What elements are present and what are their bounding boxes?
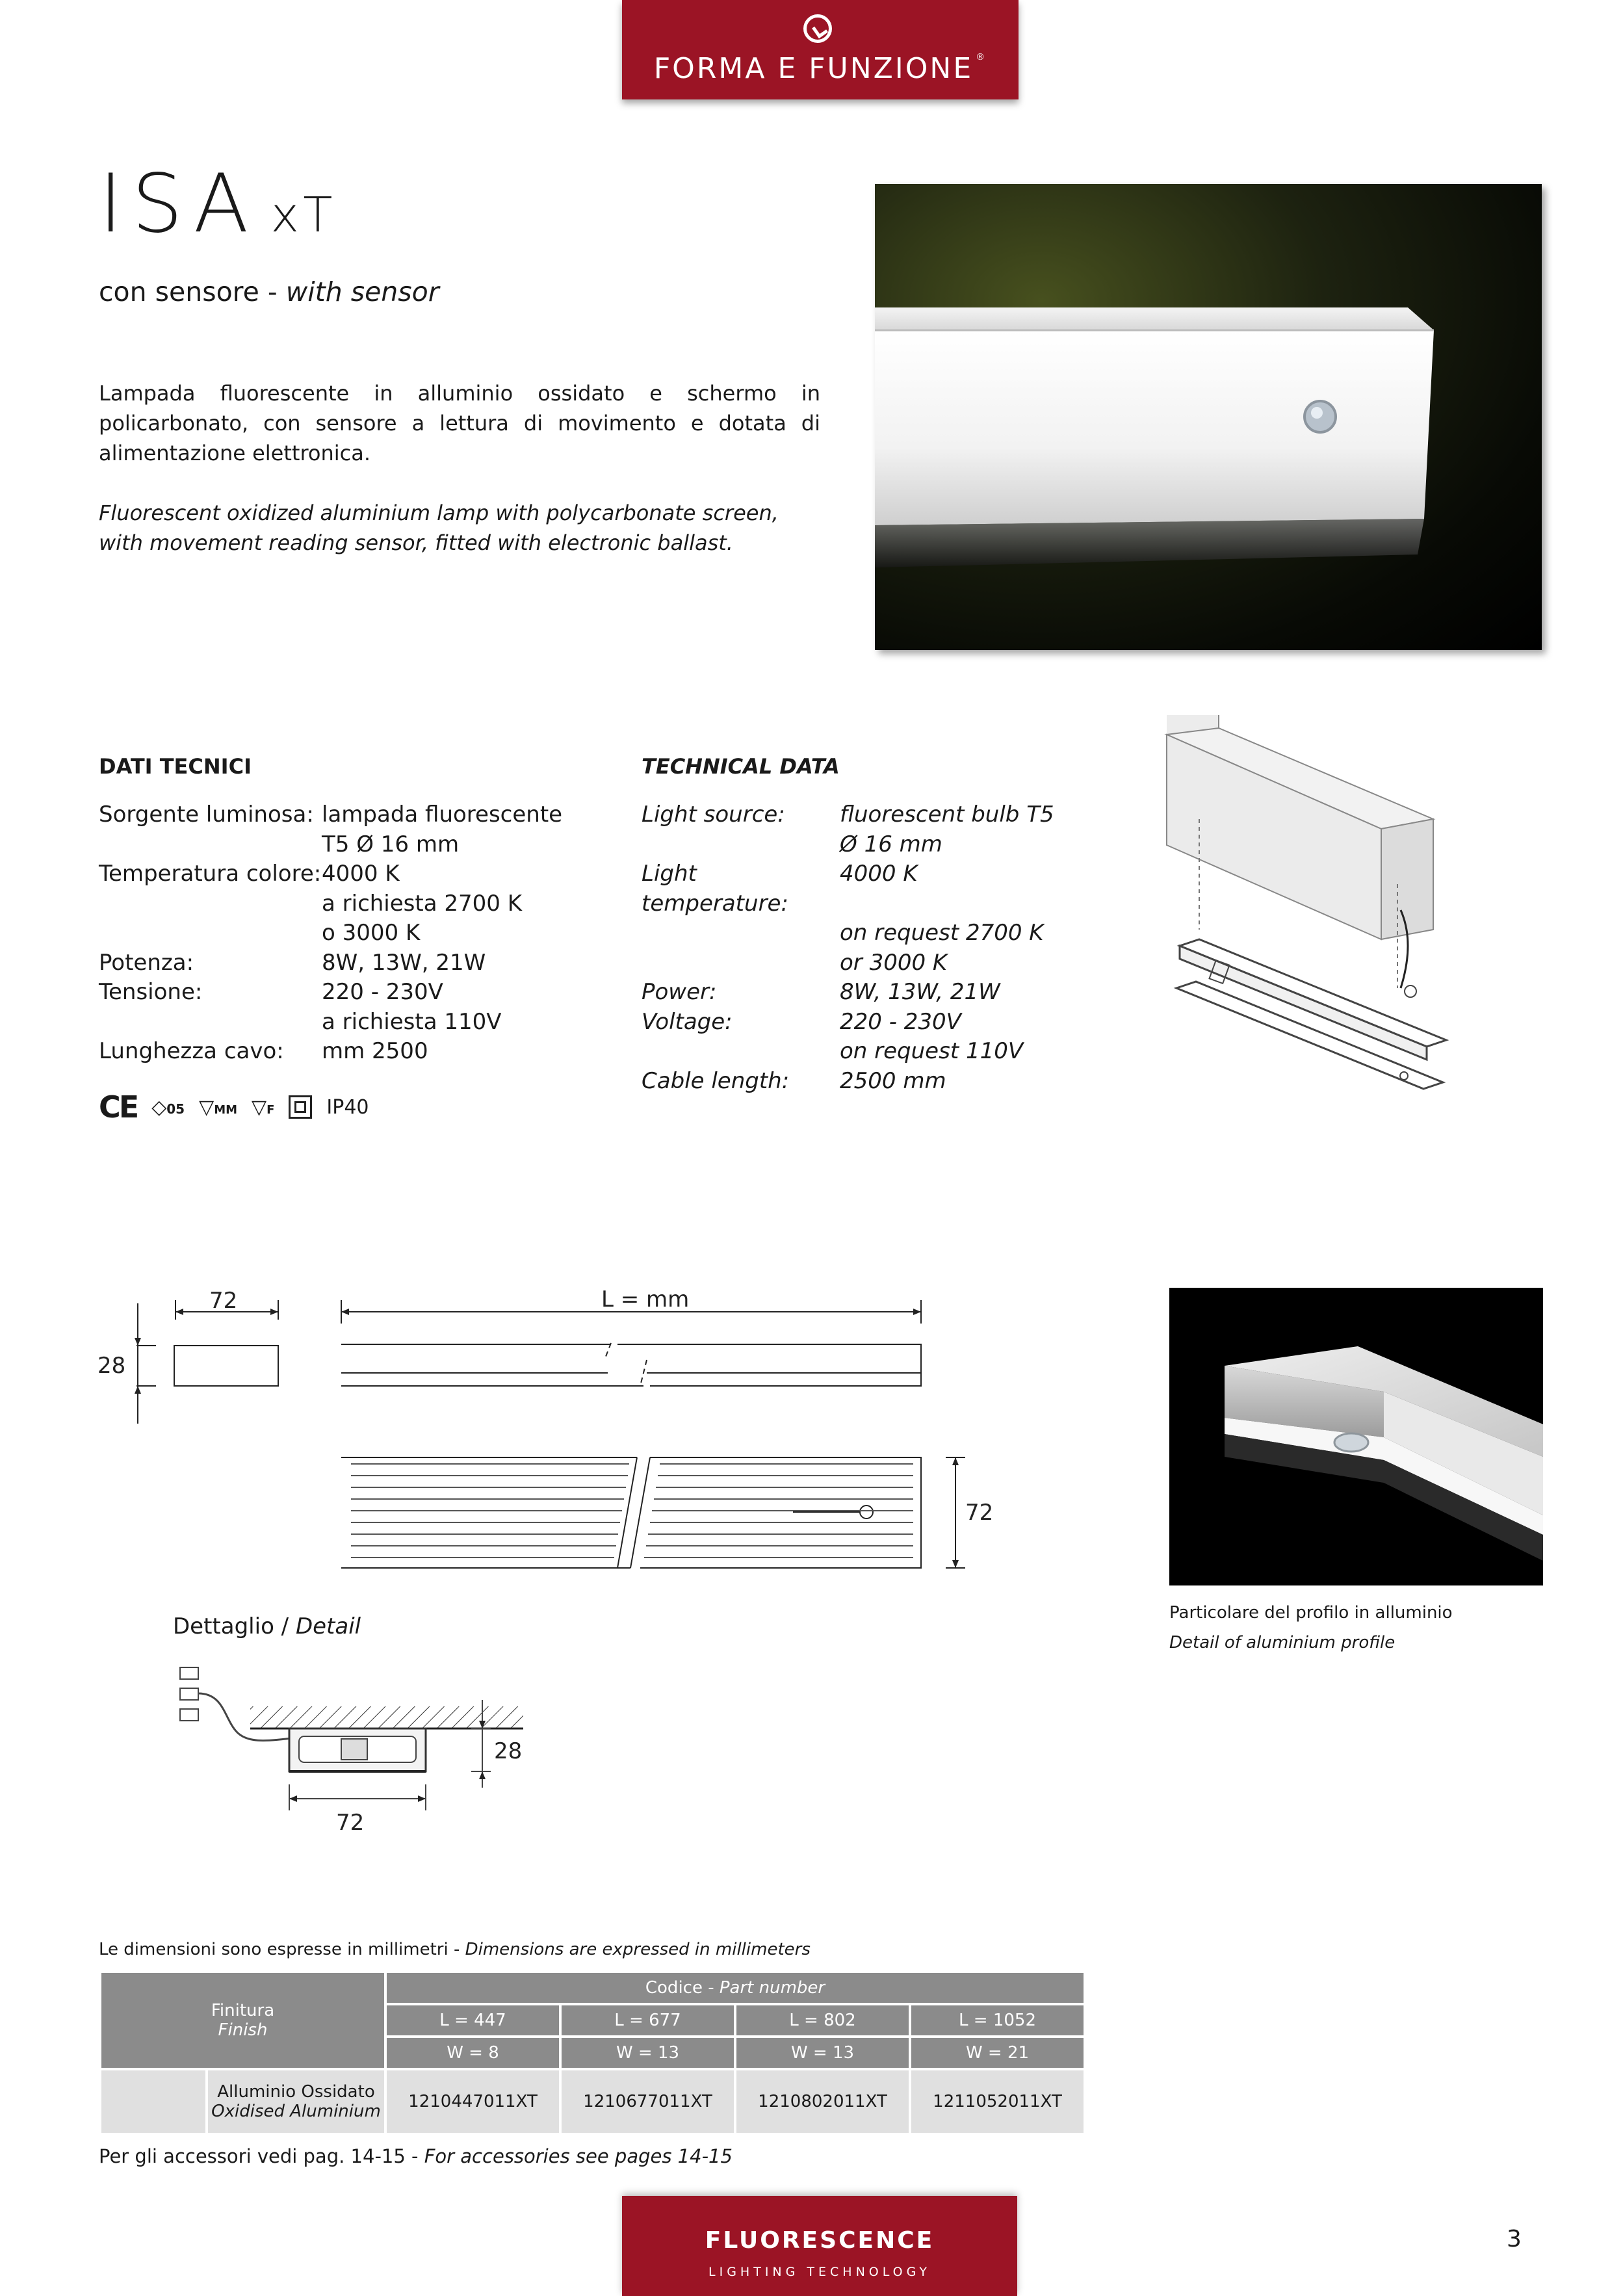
length-cell: L = 677: [562, 2005, 734, 2035]
part-number-table: [99, 1970, 1086, 2135]
length-cell: L = 802: [736, 2005, 909, 2035]
footer-category: FLUORESCENCE: [705, 2227, 935, 2254]
aluminium-finish-swatch: [101, 2070, 205, 2133]
spec-row: Lunghezza cavo: mm 2500: [99, 1038, 428, 1064]
enec-mark-icon: ◇05: [151, 1095, 185, 1119]
spec-row: Voltage: 220 - 230V: [642, 1008, 961, 1035]
part-number-header: Codice - Part number: [387, 1973, 1084, 2003]
spec-row: on request 2700 K: [840, 920, 1044, 946]
brand-logo-icon: [803, 14, 832, 43]
dimension-drawing: [91, 1286, 994, 1580]
spec-row: T5 Ø 16 mm: [322, 831, 460, 857]
profile-detail-photo: [1169, 1288, 1543, 1585]
spec-row: or 3000 K: [840, 949, 948, 976]
brand-header: [622, 0, 1019, 99]
technical-data-heading: TECHNICAL DATA: [642, 754, 840, 779]
dimensions-note: Le dimensioni sono espresse in millimetri - Dimensions are expressed in millimeters: [99, 1940, 811, 1959]
technical-data-heading: DATI TECNICI: [99, 754, 252, 779]
spec-row: on request 110V: [840, 1038, 1024, 1064]
certification-marks: [99, 1091, 369, 1123]
part-code: 1210677011XT: [562, 2070, 734, 2133]
brand-name: FORMA E FUNZIONE ®: [653, 52, 987, 85]
section-width-label: 72: [209, 1288, 238, 1314]
spec-row: a richiesta 2700 K: [322, 890, 522, 917]
description-english: Fluorescent oxidized aluminium lamp with polycarbonate screen, with movement reading sensor, fitted with electronic ballast.: [99, 501, 779, 555]
mm-mark-icon: ▽MM: [199, 1095, 238, 1119]
finish-header: Finitura Finish: [101, 1973, 384, 2068]
page-number: 3: [1507, 2226, 1522, 2252]
description-italian: Lampada fluorescente in alluminio ossidato e schermo in policarbonato, con sensore a lettura di movimento e dotata di alimentazione elettronica.: [99, 381, 820, 465]
spec-row: Light source: fluorescent bulb T5: [642, 802, 1054, 828]
detail-section-drawing: [166, 1661, 556, 1843]
watt-cell: W = 21: [911, 2038, 1084, 2068]
part-code: 1211052011XT: [911, 2070, 1084, 2133]
double-insulation-icon: [289, 1095, 312, 1119]
length-cell: L = 1052: [911, 2005, 1084, 2035]
spec-row: Ø 16 mm: [840, 831, 942, 857]
spec-row: o 3000 K: [322, 920, 421, 946]
table-row: [101, 2070, 1084, 2133]
installation-diagram: [1160, 715, 1485, 1092]
ce-mark-icon: CE: [99, 1089, 138, 1125]
spec-row: Potenza: 8W, 13W, 21W: [99, 949, 486, 976]
bottom-width-label: 72: [965, 1500, 994, 1526]
spec-row: Power: 8W, 13W, 21W: [642, 979, 1000, 1005]
footer-subtitle: LIGHTING TECHNOLOGY: [708, 2265, 931, 2279]
detail-height-label: 28: [494, 1738, 523, 1764]
part-code: 1210447011XT: [387, 2070, 559, 2133]
finish-name: Alluminio Ossidato Oxidised Aluminium: [208, 2070, 384, 2133]
f-mark-icon: ▽F: [252, 1095, 275, 1119]
product-subtitle: con sensore - with sensor: [99, 276, 439, 307]
technical-data-italian: [99, 754, 562, 1067]
spec-row: Temperatura colore: 4000 K: [99, 861, 400, 887]
technical-data-english: [642, 754, 1054, 1096]
spec-row: Light temperature: 4000 K: [642, 861, 918, 917]
watt-cell: W = 13: [736, 2038, 909, 2068]
spec-row: Tensione: 220 - 230V: [99, 979, 443, 1005]
accessories-note: Per gli accessori vedi pag. 14-15 - For accessories see pages 14-15: [99, 2145, 733, 2167]
spec-row: Cable length: 2500 mm: [642, 1067, 946, 1094]
length-label: L = mm: [601, 1286, 690, 1312]
watt-cell: W = 8: [387, 2038, 559, 2068]
ip-rating: IP40: [326, 1095, 369, 1119]
detail-label: Dettaglio / Detail: [173, 1613, 361, 1639]
detail-width-label: 72: [336, 1810, 365, 1836]
spec-row: a richiesta 110V: [322, 1008, 502, 1035]
photo-caption-italian: Particolare del profilo in alluminio: [1169, 1603, 1453, 1623]
section-height-label: 28: [97, 1353, 126, 1379]
spec-row: Sorgente luminosa: lampada fluorescente: [99, 802, 563, 828]
length-cell: L = 447: [387, 2005, 559, 2035]
product-hero-photo: [875, 184, 1542, 650]
product-title: ISA xT: [99, 157, 337, 251]
footer-badge: [622, 2196, 1017, 2296]
photo-caption-english: Detail of aluminium profile: [1169, 1633, 1396, 1652]
part-code: 1210802011XT: [736, 2070, 909, 2133]
watt-cell: W = 13: [562, 2038, 734, 2068]
